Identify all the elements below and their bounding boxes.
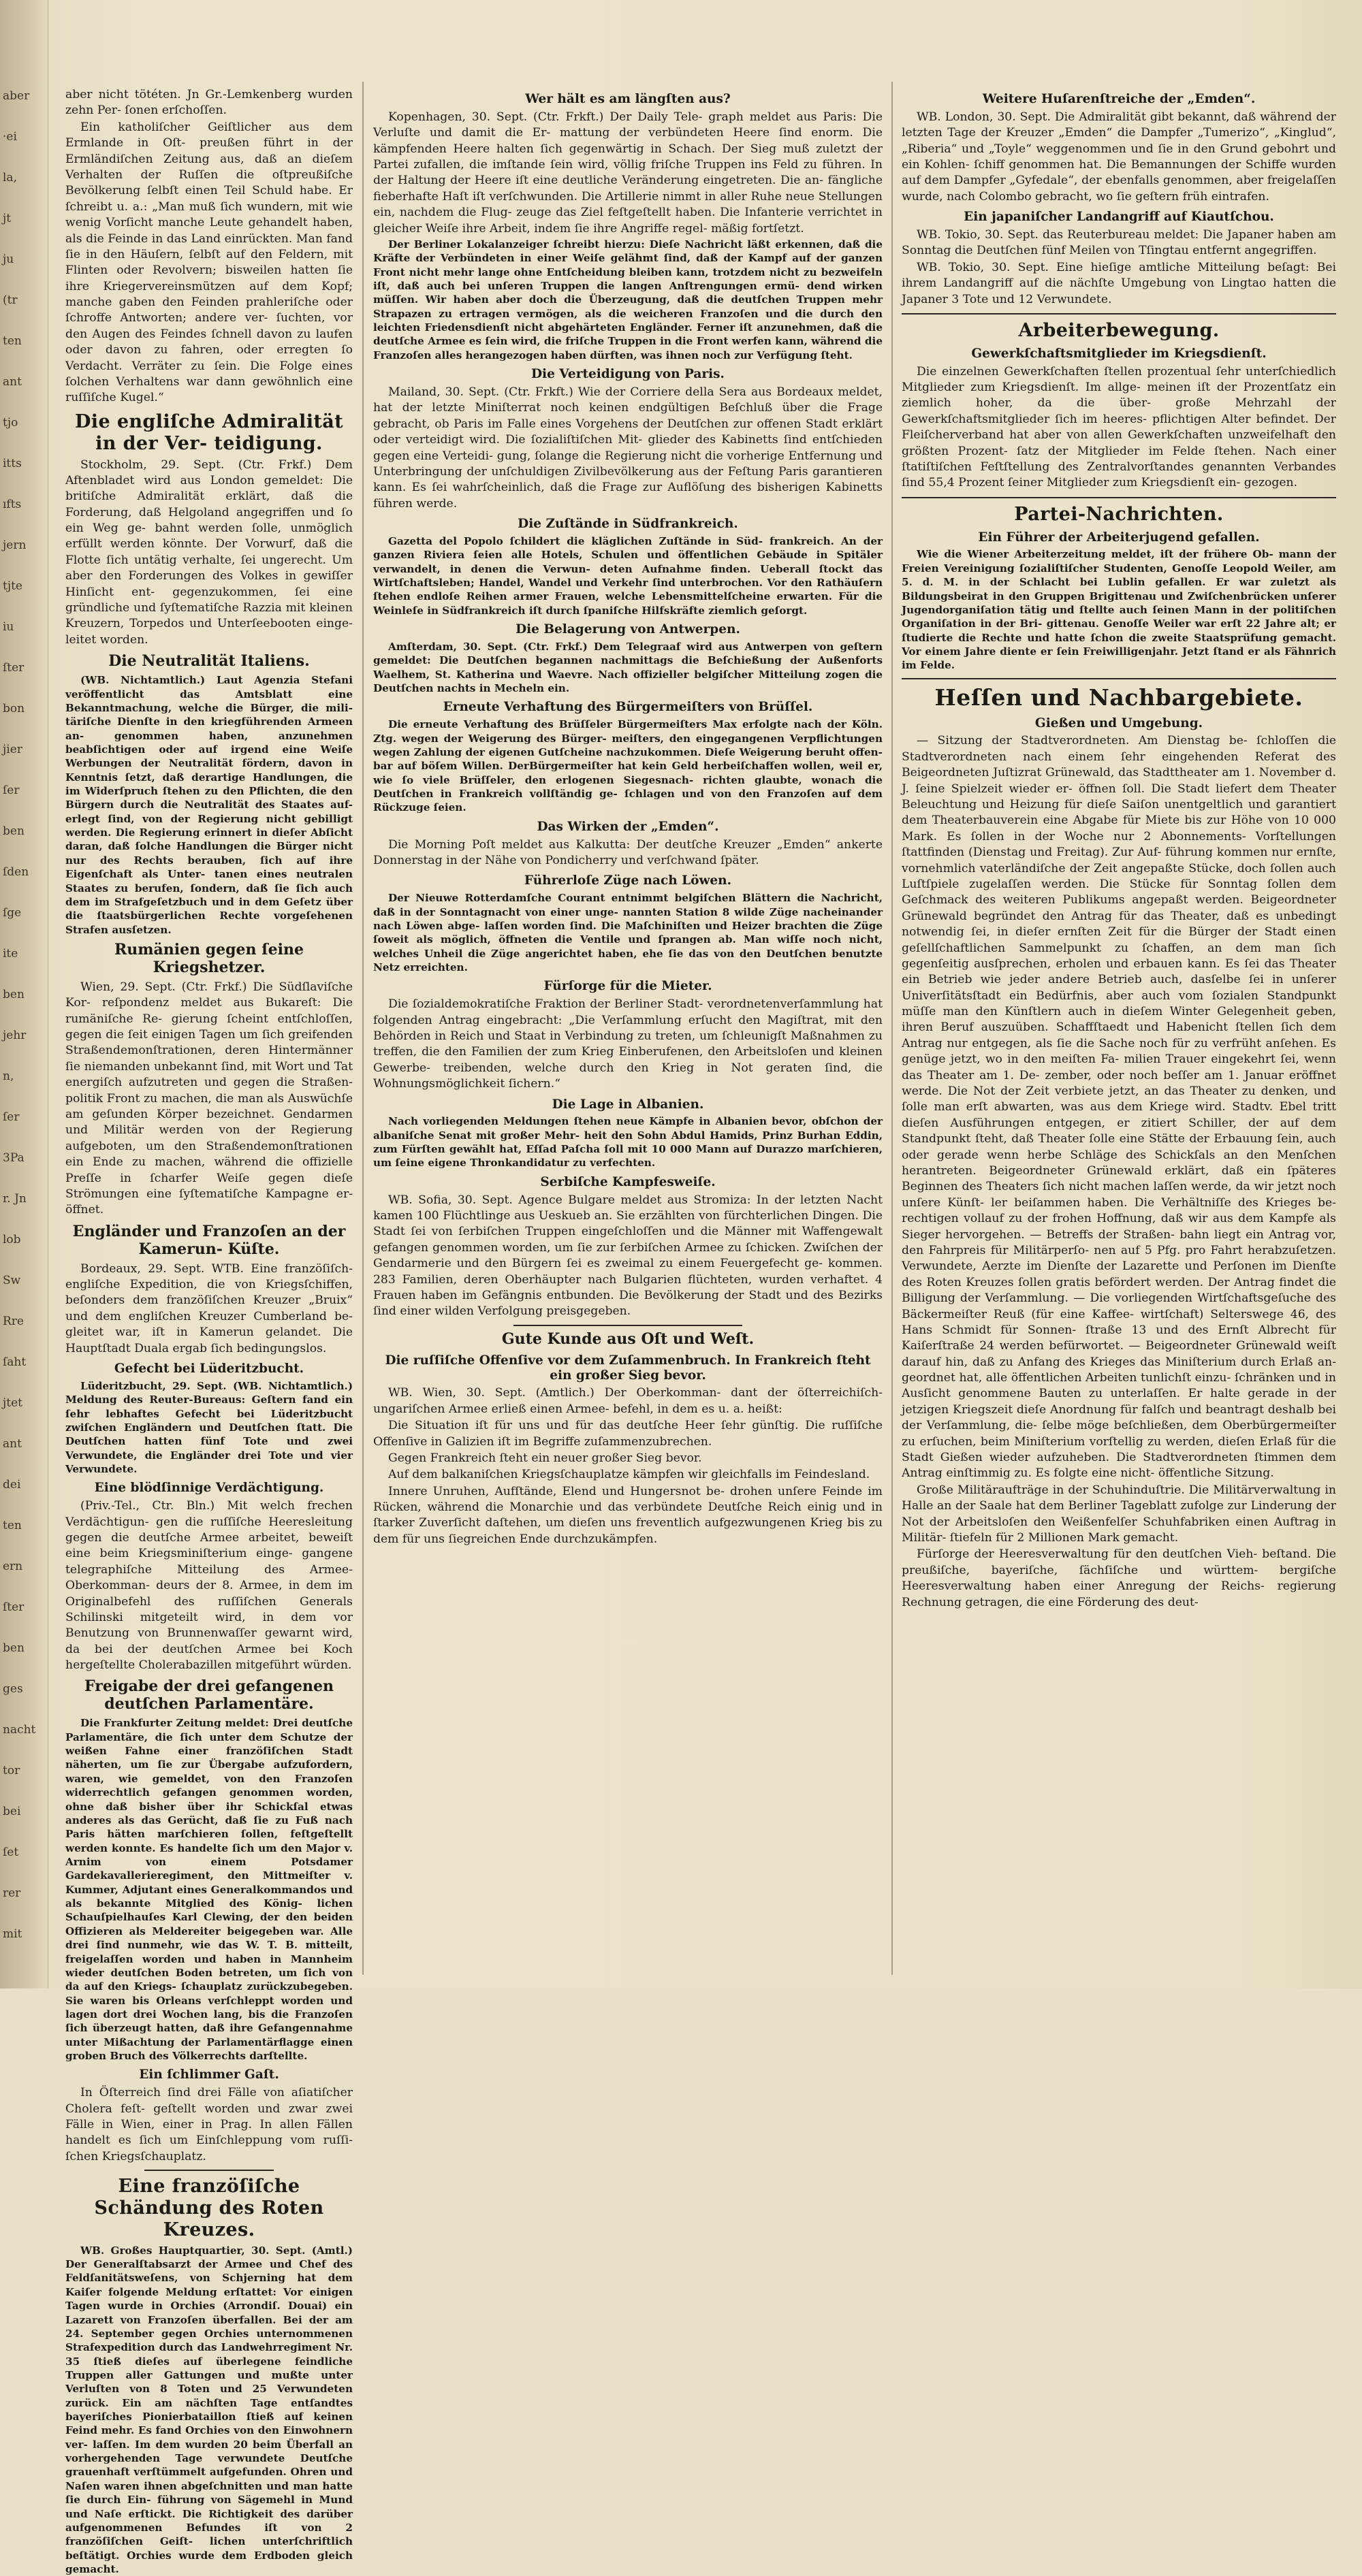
article-paragraph: Lüderitzbucht, 29. Sept. (WB. Nichtamtlich.) Meldung des Reuter-Bureaus: Geſtern fand ein ſehr lebhaftes Gefecht bei Lüderitzbucht zwiſchen Engländern und Deutſchen ſtatt. Die Deutſchen hatten fünf Tote und zwei Verwundete, die Engländer drei Tote und vier Verwundete. (65, 1379, 353, 1475)
column-divider (362, 82, 364, 1975)
article-paragraph: WB. London, 30. Sept. Die Admiralität gibt bekannt, daß während der letzten Tage der Kreuzer „Emden“ die Dampfer „Tumerizo“, „Kinglud“, „Riberia“ und „Toyle“ weggenommen und ſie in den Grund gebohrt und ein Kohlen- ſchiff genommen hat. Die Bemannungen der Schiffe wurden auf dem Dampfer „Gyfedale“, der ebenfalls genommen, aber freigelaſſen wurde, nach Colombo gebracht, wo ſie geſtern früh eintrafen. (902, 110, 1336, 204)
gutter-text-fragment: ben (3, 1641, 25, 1655)
gutter-text-fragment: ite (3, 947, 18, 961)
gutter-text-fragment: n, (3, 1069, 14, 1083)
article-headline: Rumänien gegen ſeine Kriegshetzer. (114, 941, 304, 976)
section-separator (144, 2170, 274, 2171)
column-1 (65, 87, 353, 2575)
gutter-text-fragment: ges (3, 1682, 23, 1696)
article-paragraph: WB. Tokio, 30. Sept. das Reuterbureau meldet: Die Japaner haben am Sonntag die Deutſchen fünf Meilen von Tſingtau entfernt angegriffen. (902, 228, 1336, 258)
gutter-text-fragment: ten (3, 1519, 22, 1532)
gutter-text-fragment: jern (3, 538, 27, 552)
gutter-text-fragment: jtet (3, 1396, 22, 1410)
article-paragraph: Die einzelnen Gewerkſchaften ſtellen prozentual ſehr unterſchiedlich Mitglieder zum Kriegsdienſt. Im allge- meinen iſt der Prozentſatz ein ziemlich hoher, da die über- große Mehrzahl der Gewerkſchaftsmitglieder ſich im heeres- pflichtigen Alter befindet. Der Fleiſcherverband hat aber von allen Gewerkſchaften unzweifelhaft den größten Prozent- ſatz der Mitglieder im Felde ſtehen. Nach einer ſtatiſtiſchen Feſtſtellung des Zentralvorſtandes genannten Verbandes ſind 55,4 Prozent ſeiner Mitglieder zum Kriegsdienſt ein- gezogen. (902, 364, 1336, 490)
article-headline: Das Wirken der „Emden“. (537, 819, 719, 834)
gutter-text-fragment: la, (3, 171, 17, 184)
article-headline: Gefecht bei Lüderitzbucht. (114, 1362, 304, 1376)
gutter-text-fragment: Sw (3, 1274, 21, 1287)
article-paragraph: WB. Wien, 30. Sept. (Amtlich.) Der Oberkomman- dant der öſterreichiſch-ungariſchen Armee erließ einen Armee- befehl, in dem es u. a. heißt: (373, 1386, 883, 1416)
section-rule (902, 678, 1336, 679)
article-paragraph: (Priv.-Tel., Ctr. Bln.) Mit welch frechen Verdächtigun- gen die ruſſiſche Heeresleitung gegen die deutſche Armee arbeitet, beweiſt eine beim Kriegsminiſterium einge- gangene telegraphiſche Mitteilung des Armee-Oberkomman- deurs der 8. Armee, in dem im Originalbefehl des ruſſiſchen Generals Schilinski mitgeteilt wird, in dem vor Benutzung von Brunnenwaſſer gewarnt wird, da bei der deutſchen Armee bei Koch hergeſtellte Cholerabazillen mitgeführt würden. (65, 1499, 353, 1673)
gutter-text-fragment: mit (3, 1927, 22, 1941)
gutter-text-fragment: ant (3, 375, 22, 389)
article-headline: Serbiſche Kampfesweiſe. (540, 1174, 716, 1189)
gutter-text-fragment: rer (3, 1886, 21, 1900)
article-paragraph: Stockholm, 29. Sept. (Ctr. Frkf.) Dem Aftenbladet wird aus London gemeldet: Die britiſche Admiralität erklärt, daß die Forderung, daß Helgoland angegriffen und ſo ein Weg ge- bahnt werden ſolle, unmöglich erfüllt werden könnte. Der Vorwurf, daß die Flotte ſich untätig verhalte, ſei ungerecht. Um aber den Forderungen des Volkes in gewiſſer Hinſicht ent- gegenzukommen, ſei eine gründliche und ſyſtematiſche Razzia mit kleinen Kreuzern, Torpedos und Unterſeebooten einge- leitet worden. (65, 457, 353, 647)
gutter-text-fragment: nacht (3, 1723, 36, 1737)
column-3 (902, 87, 1336, 1975)
article-paragraph: — Sitzung der Stadtverordneten. Am Dienstag be- ſchloſſen die Stadtverordneten nach einem ſehr eingehenden Referat des Beigeordneten Juſtizrat Grünewald, das Stadttheater am 1. November d. J. ſeine Spielzeit wieder er- öffnen ſoll. Die Stadt liefert dem Theater Beleuchtung und Heizung für dieſe Saiſon unentgeltlich und garantiert dem Theaterbauverein eine Abgabe für Miete bis zur Höhe von 10 000 Mark. Es ſollen in der Woche nur 2 Abonnements- Vorſtellungen ſtattfinden (Dienstag und Freitag). Zur Auf- führung kommen nur ernſte, vornehmlich vaterländiſche der Zeit angepaßte Stücke, doch ſollen auch Luſtſpiele zugelaſſen werden. Die Stücke für Sonntag ſollen dem Geſchmack des weiteren Publikums angepaßt werden. Beigeordneter Grünewald begründet den Antrag für das Theater, daß es unbedingt notwendig ſei, in dieſer ernſten Zeit für die Bürger der Stadt einen geſellſchaftlichen Sammelpunkt zu ſchaffen, an dem man ſich gegenſeitig ausſprechen, erholen und erbauen kann. Es ſei das Theater ein Betrieb wie jeder andere Betrieb auch, dasſelbe ſei in unſerer Univerſitätsſtadt ein Bedürfnis, aber auch vom ſozialen Standpunkt müſſe man den Künſtlern auch in dieſem Winter Gelegenheit geben, ihren Beruf auszuüben. Schaffſtaedt und Habenicht ſtellen ſich dem Antrag nur entgegen, als ſie die Sache noch für zu verfrüht anſehen. Es genüge jetzt, wo in den meiſten Fa- milien Trauer eingekehrt ſei, wenn das Theater am 1. De- zember, oder noch beſſer am 1. Januar eröffnet werde. Die Not der Zeit verbiete jetzt, an das Theater zu denken, und ſolle man erſt abwarten, was aus dem Kriege wird. Stadtv. Ebel tritt dieſen Ausführungen entgegen, er zitiert Schiller, der auf dem Standpunkt ſteht, daß Theater ſolle eine Stätte der Erbauung ſein, auch oder gerade wenn herbe Schläge des Schickſals an den Menſchen herantreten. Beigeordneter Grünewald erklärt, daß ein ſpäteres Beginnen des Theaters ſich nicht machen laſſen werde, da wir jetzt noch unſere Künſt- ler beiſammen haben. Die Verhältniſſe des Krieges be- rechtigen vollauf zu der frohen Hoffnung, daß wir aus dem Kampfe als Sieger hervorgehen. — Betreffs der Straßen- bahn liegt ein Antrag vor, den Fahrpreis für Militärperſo- nen auf 5 Pfg. pro Fahrt herabzuſetzen. Verwundete, Aerzte im Dienſte der Lazarette und Perſonen im Dienſte des Roten Kreuzes ſollen gratis befördert werden. Der Antrag findet die Billigung der Verſammlung. — Die vorliegenden Wirtſchaftsgeſuche des Bäckermeiſter Reuß (für eine Kaffee- wirtſchaft) Selterswege 46, des Hans Schmidt für Sonnen- ſtraße 13 und des Ernſt Albrecht für Kaiſerſtraße 24 werden befürwortet. — Beigeordneter Grünewald weiſt darauf hin, daß zu Anfang des Krieges das Miniſterium durch Erlaß an- geordnet hat, alle öffentlichen Arbeiten tunlichſt einzu- ſchränken und in Ausſicht genommene Bauten zu unterlaſſen. Er halte gerade in der jetzigen Kriegszeit dieſe Anordnung für falſch und beantragt deshalb bei der Verſammlung, die- ſelbe möge beſchließen, dem Oberbürgermeiſter zu erſuchen, beim Miniſterium vorſtellig zu werden, dieſen Erlaß für die Stadt Gießen wieder aufzuheben. Die Stadtverordneten ſtimmen dem Antrag einſtimmig zu. Es folgte eine nicht- öffentliche Sitzung. (902, 734, 1336, 1481)
gutter-text-fragment: ıfts (3, 498, 22, 511)
gutter-text-fragment: r. Jn (3, 1192, 27, 1206)
article-headline: Ein Führer der Arbeiterjugend gefallen. (978, 530, 1260, 545)
article-headline: Die Belagerung von Antwerpen. (516, 622, 740, 637)
article-paragraph: Gegen Frankreich ſteht ein neuer großer Sieg bevor. (388, 1451, 702, 1465)
gutter-text-fragment: itts (3, 457, 22, 470)
article-paragraph: Gazetta del Popolo ſchildert die kläglichen Zuſtände in Süd- frankreich. An der ganzen Riviera ſeien alle Hotels, Schulen und öffentlichen Gebäude in Spitäler verwandelt, in denen die Verwun- deten Aufnahme finden. Ueberall ſtockt das Wirtſchaftsleben; Handel, Wandel und Verkehr ſind unterbrochen. Vor den Rathäuſern ſtehen endloſe Reihen armer Frauen, welche Lebensmittelſcheine erwarten. Für die Weinleſe in Südfrankreich iſt durch ſpaniſche Hilfskräfte ziemlich geſorgt. (373, 534, 883, 617)
article-paragraph: WB. Sofia, 30. Sept. Agence Bulgare meldet aus Stromiza: In der letzten Nacht kamen 100 Flüchtlinge aus Ueskueb an. Sie erzählten von fürchterlichen Dingen. Die Stadt ſei von ſerbiſchen Truppen eingeſchloſſen und die Männer mit Waffengewalt gefangen genommen worden, um ſie zur ſerbiſchen Armee zu ſchicken. Zwiſchen der Gendarmerie und den Bürgern ſei es zweimal zu einem Feuergefecht ge- kommen. 283 Familien, deren Oberhäupter nach Bulgarien flüchteten, wurden verhaftet. 4 Frauen haben im Gefängnis entbunden. Die Bevölkerung der Stadt und des Bezirks ſind einer wilden Verfolgung preisgegeben. (373, 1193, 883, 1319)
gutter-text-fragment: tjo (3, 416, 18, 430)
article-headline: Die Verteidigung von Paris. (531, 367, 725, 382)
section-rule (902, 497, 1336, 498)
gutter-text-fragment: tor (3, 1764, 20, 1777)
article-paragraph: Bordeaux, 29. Sept. WTB. Eine franzöſiſch-engliſche Expedition, die von Kriegsſchiffen, beſonders dem franzöſiſchen Kreuzer „Bruix“ und dem engliſchen Kreuzer Cumberland be- gleitet war, iſt in Kamerun gelandet. Die Hauptſtadt Duala ergab ſich bedingungslos. (65, 1261, 353, 1355)
gutter-text-fragment: ben (3, 824, 25, 838)
article-paragraph: (WB. Nichtamtlich.) Laut Agenzia Stefani veröffentlicht das Amtsblatt eine Bekanntmachung, welche die Bürger, die mili- täriſche Dienſte in den kriegführenden Armeen an- genommen haben, anzunehmen beabſichtigen oder auf irgend eine Weiſe Werbungen der Neutralität fördern, davon in Kenntnis ſetzt, daß derartige Handlungen, die im Widerſpruch ſtehen zu den Pflichten, die den Bürgern durch die Neutralität des Staates auf- erlegt ſind, von der Regierung nicht gebilligt werden. Die Regierung erinnert in dieſer Abſicht daran, daß ſolche Handlungen die Bürger nicht nur des Rechts berauben, ſich auf ihre Eigenſchaft als Unter- tanen eines neutralen Staates zu berufen, ſondern, daß ſie ſich auch dem im Strafgeſetzbuch und in dem Geſetz über die ſtaatsbürgerlichen Rechte vorgeſehenen Strafen ausſetzen. (65, 674, 353, 936)
gutter-text-fragment: ſer (3, 1110, 20, 1124)
article-headline: Heſſen und Nachbargebiete. (934, 683, 1303, 711)
article-paragraph: Die Morning Poſt meldet aus Kalkutta: Der deutſche Kreuzer „Emden“ ankerte Donnerstag in der Nähe von Pondicherry und verſchwand ſpäter. (373, 837, 883, 867)
article-paragraph: Wien, 29. Sept. (Ctr. Frkf.) Die Südſlaviſche Kor- reſpondenz meldet aus Bukareſt: Die rumäniſche Re- gierung ſcheint entſchloſſen, gegen die ſeit einigen Tagen um ſich greifenden Straßendemonſtrationen, deren Hintermänner ſie niemanden unbekannt ſind, mit Wort und Tat energiſch aufzutreten und gegen die Straßen- politik Front zu machen, die man als Auswüchſe am geſunden Körper bezeichnet. Gendarmen und Militär werden von der Regierung aufgeboten, um den Straßendemonſtrationen ein Ende zu machen, während die offizielle Preſſe in ſcharfer Weiſe gegen dieſe Strömungen eine ſyſtematiſche Kampagne er- öffnet. (65, 980, 353, 1217)
article-paragraph: Mailand, 30. Sept. (Ctr. Frkft.) Wie der Corriere della Sera aus Bordeaux meldet, hat der letzte Miniſterrat noch keinen endgültigen Beſchluß über die Frage gebracht, ob Paris im Falle eines Vorgehens der Deutſchen zur offenen Stadt erklärt oder verteidigt wird. Die ſozialiſtiſchen Mit- glieder des Kabinetts ſind entſchieden gegen eine Verteidi- gung, ſolange die Regierung nicht die vorherige Entfernung und Unterbringung der unſchuldigen Zivilbevölkerung aus der Feſtung Paris garantieren kann. Es ſei wahrſcheinlich, daß die Frage zur Auflöſung des bisherigen Kabinetts führen werde. (373, 385, 883, 511)
gutter-text-fragment: jehr (3, 1029, 27, 1042)
article-paragraph: aber nicht tötéten. Jn Gr.-Lemkenberg wurden zehn Per- ſonen erſchoſſen. (65, 88, 353, 118)
article-paragraph: Ein katholiſcher Geiſtlicher aus dem Ermlande in Oſt- preußen führt in der Ermländiſchen Zeitung aus, daß an dieſem Verhalten der Ruſſen die oſtpreußiſche Bevölkerung ſelbſt einen Teil Schuld habe. Er ſchreibt u. a.: „Man muß ſich wundern, mit wie wenig Vorſicht manche Leute gehandelt haben, als die Feinde in das Land einrückten. Man fand ſie in den Häuſern, ſelbſt auf den Feldern, mit Flinten oder Revolvern; bisweilen hatten ſie ihre Kriegervereinsmützen auf dem Kopf; manche gaben den Feinden prahleriſche oder ſchroffe Antworten; andere ver- ſuchten, vor den Augen des Feindes ſchnell davon zu laufen oder davon zu fahren, oder erregten ſo Verdacht. Verräter zu ſein. Die Folge eines ſolchen Verhaltens war dann gewöhnlich eine ruſſiſche Kugel.“ (65, 120, 353, 405)
gutter-text-fragment: (tr (3, 293, 18, 307)
article-headline: Fürſorge für die Mieter. (543, 979, 712, 994)
gutter-text-fragment: ſaht (3, 1355, 27, 1369)
gutter-text-fragment: ſer (3, 784, 20, 797)
article-headline: Gute Kunde aus Oſt und Weſt. (501, 1330, 755, 1348)
article-paragraph: Die erneute Verhaftung des Brüſſeler Bürgermeiſters Max erfolgte nach der Köln. Ztg. wegen der Weigerung des Bürger- meiſters, den eingegangenen Verpflichtungen wegen Zahlung der eigenen Gutſcheine nachzukommen. Dieſe Weigerung beruht offen- bar auf böſem Willen. DerBürgermeiſter hat kein Geld herbeiſchaffen wollen, weil er, wie ſo viele Brüſſeler, den erlogenen Siegesnach- richten glaubte, wonach die Deutſchen in Frankreich vollſtändig ge- ſchlagen und von den Franzoſen auf dem Rückzuge ſeien. (373, 718, 883, 814)
gutter-text-fragment: 3Pa (3, 1151, 25, 1165)
gutter-text-fragment: ju (3, 253, 14, 266)
article-headline: Die Neutralität Italiens. (108, 652, 310, 671)
gutter-text-fragment: Rre (3, 1315, 24, 1328)
article-paragraph: Große Militäraufträge in der Schuhinduſtrie. Die Militärverwaltung in Halle an der Saale hat dem Berliner Tageblatt zufolge zur Linderung der Not der Arbeitsloſen den Weißenfelſer Schuhfabriken einen Auftrag in Militär- ſtiefeln für 2 Millionen Mark gemacht. (902, 1483, 1336, 1545)
gutter-text-fragment: dei (3, 1478, 21, 1492)
article-paragraph: In Öſterreich ſind drei Fälle von aſiatiſcher Cholera feſt- geſtellt worden und zwar zwei Fälle in Wien, einer in Prag. In allen Fällen handelt es ſich um Einſchleppung vom ruſſi- ſchen Kriegsſchauplatz. (65, 2086, 353, 2163)
article-paragraph: Fürſorge der Heeresverwaltung für den deutſchen Vieh- beſtand. Die preußiſche, bayeriſche, ſächſiſche und württem- bergiſche Heeresverwaltung haben einer Anregung der Reichs- regierung Rechnung getragen, die eine Förderung des deut- (902, 1547, 1336, 1609)
article-headline: Freigabe der drei gefangenen deutſchen Parlamentäre. (84, 1677, 334, 1713)
adjacent-page-gutter (0, 0, 48, 1989)
article-paragraph: Amſterdam, 30. Sept. (Ctr. Frkf.) Dem Telegraaf wird aus Antwerpen von geſtern gemeldet: Die Deutſchen begannen nachmittags die Beſchießung der Außenforts Waelhem, St. Katherina und Waevre. Nach offizieller belgiſcher Mitteilung zogen die Deutſchen nachts in Mecheln ein. (373, 640, 883, 695)
column-2 (373, 87, 883, 1975)
gutter-text-fragment: aber (3, 89, 30, 103)
article-headline: Wer hält es am längſten aus? (525, 92, 731, 106)
gutter-text-fragment: ·ei (3, 130, 17, 144)
column-divider (891, 82, 893, 1975)
article-paragraph: Der Nieuwe Rotterdamſche Courant entnimmt belgiſchen Blättern die Nachricht, daß in der Sonntagnacht von einer unge- nannten Station 8 wilde Züge nacheinander nach Löwen abge- laſſen worden ſind. Die Maſchiniſten und Heizer brachten die Züge ſoweit als möglich, öffneten die Ventile und ſprangen ab. Man wiſſe noch nicht, welches Unheil die Züge angerichtet haben, ehe ſie das von den Deutſchen benutzte Netz erreichten. (373, 892, 883, 973)
gutter-text-fragment: ſter (3, 661, 25, 675)
gutter-text-fragment: ſet (3, 1846, 19, 1859)
article-headline: Arbeiterbewegung. (1018, 319, 1220, 341)
article-headline: Die ruſſiſche Offenſive vor dem Zuſammenbruch. In Frankreich ſteht ein großer Sieg bevor. (385, 1353, 871, 1383)
gutter-text-fragment: tjte (3, 579, 22, 593)
gutter-text-fragment: ten (3, 334, 22, 348)
gutter-text-fragment: ſge (3, 906, 22, 920)
article-paragraph: Nach vorliegenden Meldungen ſtehen neue Kämpfe in Albanien bevor, obſchon der albaniſche Senat mit großer Mehr- heit den Sohn Abdul Hamids, Prinz Burhan Eddin, zum Fürſten gewählt hat, Eſſad Paſcha ſoll mit 10 000 Mann auf Durazzo marſchieren, um ſeine eigene Thronkandidatur zu verfechten. (373, 1115, 883, 1170)
article-headline: Gießen und Umgebung. (1034, 715, 1203, 730)
gutter-text-fragment: bon (3, 702, 25, 715)
article-paragraph: Der Berliner Lokalanzeiger ſchreibt hierzu: Dieſe Nachricht läßt erkennen, daß die Kräfte der Verbündeten in einer Weiſe gelähmt ſind, daß der Kampf auf der ganzen Front nicht mehr lange ohne Entſcheidung bleiben kann, trotzdem nicht zu bezweifeln iſt, daß auch bei unſeren Truppen die langen Anſtrengungen ermü- dend wirken müſſen. Wir haben aber doch die Überzeugung, daß die deutſchen Truppen mehr Strapazen zu ertragen vermögen, als die weicheren Franzoſen und die durch den leichten Friedensdienſt nicht abgehärteten Engländer. Ferner iſt anzunehmen, daß die deutſche Armee es ſein wird, die friſche Truppen in die Front werfen kann, während die Franzoſen alles herangezogen haben dürften, was ihnen noch zur Verfügung ſteht. (373, 238, 883, 361)
article-headline: Ein ſchlimmer Gaſt. (139, 2067, 279, 2082)
article-paragraph: WB. Tokio, 30. Sept. Eine hieſige amtliche Mitteilung beſagt: Bei ihrem Landangriff auf die nächſte Umgebung von Lingtao hatten die Japaner 3 Tote und 12 Verwundete. (902, 260, 1336, 306)
gutter-text-fragment: ben (3, 988, 25, 1001)
gutter-text-fragment: jier (3, 743, 22, 756)
section-rule (902, 313, 1336, 315)
article-headline: Weitere Huſarenſtreiche der „Emden“. (982, 92, 1256, 106)
article-paragraph: WB. Großes Hauptquartier, 30. Sept. (Amtl.) Der Generalſtabsarzt der Armee und Chef des Feldſanitätsweſens, von Schjerning hat dem Kaiſer folgende Meldung erſtattet: Vor einigen Tagen wurde in Orchies (Arrondiſ. Douai) ein Lazarett von Franzoſen überfallen. Bei der am 24. September gegen Orchies unternommenen Strafexpedition durch das Landwehrregiment Nr. 35 ſtieß dieſes auf überlegene feindliche Truppen aller Gattungen und mußte unter Verluſten von 8 Toten und 25 Verwundeten zurück. Ein am nächſten Tage entſandtes bayeriſches Pionierbataillon ſtieß auf keinen Feind mehr. Es fand Orchies von den Einwohnern ver- laſſen. Im dem wurden 20 beim Überfall an vorhergehenden Tage verwundete Deutſche grauenhaft verſtümmelt aufgefunden. Ohren und Naſen waren ihnen abgeſchnitten und man hatte ſie durch Ein- führung von Sägemehl in Mund und Naſe erſtickt. Die Richtigkeit des darüber aufgenommenen Befundes iſt von 2 franzöſiſchen Geiſt- lichen unterſchriftlich beſtätigt. Orchies wurde dem Erdboden gleich gemacht. (65, 2244, 353, 2575)
article-headline: Die engliſche Admiralität in der Ver- teidigung. (74, 410, 344, 454)
gutter-text-fragment: ſden (3, 865, 29, 879)
article-paragraph: Kopenhagen, 30. Sept. (Ctr. Frkft.) Der Daily Tele- graph meldet aus Paris: Die Verluſte und damit die Er- mattung der verbündeten Heere ſind enorm. Die kämpfenden Heere halten ſich gegenwärtig in Schach. Der Sieg muß zuletzt der Partei zufallen, die imſtande ſein wird, völlig friſche Truppen ins Feld zu führen. In der Haltung der Heere iſt eine deutliche Veränderung eingetreten. Die an- fängliche fieberhafte Haſt iſt verſchwunden. Die Artillerie nimmt in aller Ruhe neue Stellungen ein, nachdem die Flug- zeuge das Ziel feſtgeſtellt haben. Die Infanterie verrichtet in gleicher Weiſe ihre Arbeit, indem ſie ihre Angriffe regel- mäßig fortſetzt. (373, 110, 883, 236)
article-headline: Die Zuſtände in Südfrankreich. (518, 517, 738, 532)
gutter-text-fragment: iu (3, 620, 14, 634)
gutter-text-fragment: lob (3, 1233, 21, 1246)
gutter-text-fragment: ern (3, 1560, 23, 1573)
article-paragraph: Auf dem balkaniſchen Kriegsſchauplatze kämpfen wir gleichfalls im Feindesland. (388, 1468, 870, 1482)
article-paragraph: Die Situation iſt für uns und für das deutſche Heer ſehr günſtig. Die ruſſiſche Offenſive in Galizien iſt im Begriffe zuſammenzubrechen. (373, 1419, 883, 1449)
article-headline: Partei-Nachrichten. (1014, 503, 1224, 525)
article-paragraph: Innere Unruhen, Aufſtände, Elend und Hungersnot be- drohen unſere Feinde im Rücken, während die Monarchie und das verbündete Deutſche Reich einig und in ſtarker Zuverſicht daſtehen, um dieſen uns freventlich aufgezwungenen Krieg bis zu dem für uns ſiegreichen Ende durchzukämpfen. (373, 1484, 883, 1546)
article-headline: Die Lage in Albanien. (552, 1097, 704, 1112)
gutter-text-fragment: bei (3, 1805, 21, 1818)
article-paragraph: Die Frankfurter Zeitung meldet: Drei deutſche Parlamentäre, die ſich unter dem Schutze der weißen Fahne einer franzöſiſchen Stadt näherten, um ſie zur Übergabe aufzufordern, waren, wie gemeldet, von den Franzoſen widerrechtlich gefangen genommen worden, ohne daß bisher über ihr Schickſal etwas anderes als das Gerücht, daß ſie zu Fuß nach Paris hätten marſchieren ſollen, feſtgeſtellt werden konnte. Es handelte ſich um den Major v. Arnim von einem Potsdamer Gardekavallerieregiment, den Mittmeiſter v. Kummer, Adjutant eines Generalkommandos und als bekannte Mitglied des König- lichen Schauſpielhauſes Karl Clewing, der den beiden Offizieren als Meldereiter beigegeben war. Alle drei ſind nunmehr, wie das W. T. B. mitteilt, freigelaſſen worden und haben in Mannheim wieder deutſchen Boden betreten, um ſich von da auf den Kriegs- ſchauplatz zurückzubegeben. Sie waren bis Orleans verſchleppt worden und lagen dort drei Wochen lang, bis die Franzoſen ſich überzeugt hatten, daß ihre Gefangennahme unter Mißachtung der Parlamentärflagge einen groben Bruch des Völkerrechts darſtellte. (65, 1717, 353, 2063)
article-paragraph: Die ſozialdemokratiſche Fraktion der Berliner Stadt- verordnetenverſammlung hat folgenden Antrag eingebracht: „Die Verſammlung erſucht den Magiſtrat, mit den Behörden in Reich und Staat in Verbindung zu treten, um ſchleunigſt Maßnahmen zu treffen, die den Familien der zum Krieg Einberufenen, den Arbeitsloſen und kleinen Gewerbe- treibenden, welche durch den Krieg in Not geraten ſind, die Wohnungsmöglichkeit ſichern.“ (373, 997, 883, 1091)
article-headline: Ein japaniſcher Landangriff auf Kiautſchou. (964, 210, 1274, 225)
article-headline: Eine blödſinnige Verdächtigung. (94, 1481, 324, 1496)
article-headline: Führerloſe Züge nach Löwen. (524, 873, 732, 888)
gutter-text-fragment: ant (3, 1437, 22, 1451)
gutter-text-fragment: jt (3, 212, 12, 225)
article-headline: Gewerkſchaftsmitglieder im Kriegsdienſt. (971, 346, 1267, 361)
article-headline: Eine franzöſiſche Schändung des Roten Kreuzes. (94, 2176, 324, 2240)
section-separator (513, 1325, 743, 1326)
article-paragraph: Wie die Wiener Arbeiterzeitung meldet, iſt der frühere Ob- mann der Freien Vereinigung ſozialiſtiſcher Studenten, Genoſſe Leopold Weiler, am 5. d. M. in der Schlacht bei Lublin gefallen. Er war zuletzt als Bildungsbeirat in den Gruppen Brigittenau und Zwiſchenbrücken unſerer Jugendorganiſation tätig und ſtellte auch ſeinen Mann in der politiſchen Organiſation in der Bri- gittenau. Genoſſe Weiler war erſt 22 Jahre alt; er ſtudierte die Rechte und hatte ſchon die zweite Staatsprüfung gemacht. Vor einem Jahre diente er ſein Freiwilligenjahr. Jetzt ſtand er als Fähnrich im Felde. (902, 548, 1336, 672)
article-headline: Erneute Verhaftung des Bürgermeiſters von Brüſſel. (443, 700, 813, 715)
article-headline: Engländer und Franzoſen an der Kamerun- Küſte. (72, 1222, 346, 1258)
gutter-text-fragment: ſter (3, 1600, 25, 1614)
